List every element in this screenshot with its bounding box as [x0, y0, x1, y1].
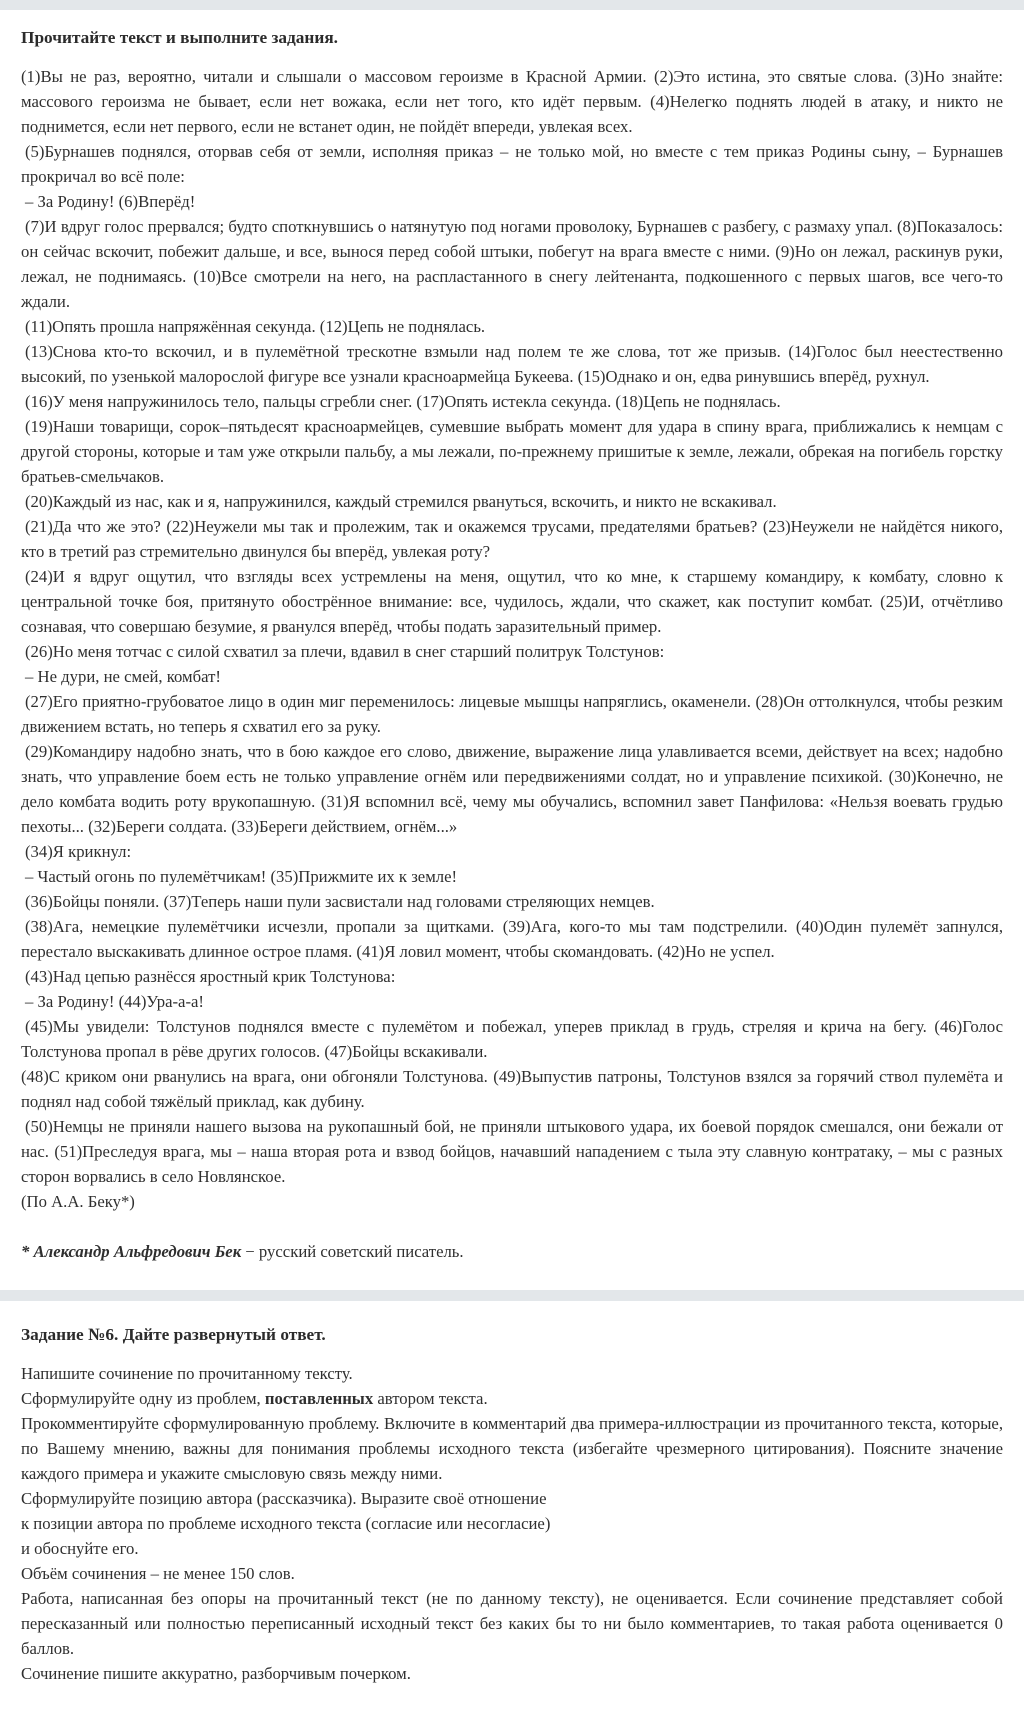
footnote [21, 1239, 1003, 1264]
paragraph: (13)Снова кто-то вскочил, и в пулемётной трескотне взмыли над полем те же слова, тот же призыв. (14)Голос был неестественно высокий, по узенькой малорослой фигуре все узнали красноармейца Букеева. (15)Однако и он, едва ринувшись вперёд, рухнул. [21, 342, 1003, 386]
task-heading: Задание №6. Дайте развернутый ответ. [21, 1325, 326, 1344]
paragraph: (45)Мы увидели: Толстунов поднялся вместе с пулемётом и побежал, уперев приклад в грудь, стреляя и крича на бегу. (46)Голос Толстунова пропал в рёве других голосов. (47)Бойцы вскакивали. [21, 1017, 1003, 1061]
task-line: Прокомментируйте сформулированную проблему. Включите в комментарий два примера-иллюстрации из прочитанного текста, которые, по Вашему мнению, важны для понимания проблемы исходного текста (избегайте чрезмерного цитирования). Поясните значение каждого примера и укажите смысловую связь между ними. [21, 1414, 1003, 1483]
paragraph: (43)Над цепью разнёсся яростный крик Толстунова: [25, 967, 396, 986]
paragraph: – Не дури, не смей, комбат! [25, 667, 221, 686]
reading-text [21, 64, 1003, 1214]
paragraph: (1)Вы не раз, вероятно, читали и слышали о массовом героизме в Красной Армии. (2)Это истина, это святые слова. (3)Но знайте: массового героизма не бывает, если нет вожака, если нет того, кто идёт первым. (4)Нелегко поднять людей в атаку, и никто не поднимется, если нет первого, если не встанет один, не пойдёт впереди, увлекая всех. [21, 67, 1003, 136]
paragraph: (11)Опять прошла напряжённая секунда. (12)Цепь не поднялась. [25, 317, 486, 336]
paragraph: (38)Ага, немецкие пулемётчики исчезли, пропали за щитками. (39)Ага, кого-то мы там подстрелили. (40)Один пулемёт запнулся, перестало выскакивать длинное острое пламя. (41)Я ловил момент, чтобы скомандовать. (42)Но не успел. [21, 917, 1003, 961]
paragraph: (34)Я крикнул: [25, 842, 132, 861]
task-line: и обоснуйте его. [21, 1539, 139, 1558]
reading-section [0, 10, 1024, 1264]
reading-heading: Прочитайте текст и выполните задания. [21, 28, 339, 47]
footnote-text: − русский советский писатель. [241, 1242, 464, 1261]
paragraph: (48)С криком они рванулись на врага, они обгоняли Толстунова. (49)Выпустив патроны, Толстунов взялся за горячий ствол пулемёта и поднял над собой тяжёлый приклад, как дубину. [21, 1067, 1003, 1111]
task-line: к позиции автора по проблеме исходного текста (согласие или несогласие) [21, 1514, 551, 1533]
paragraph: (26)Но меня тотчас с силой схватил за плечи, вдавил в снег старший политрук Толстунов: [25, 642, 665, 661]
task-line: Сочинение пишите аккуратно, разборчивым почерком. [21, 1664, 411, 1683]
task-line-part: автором текста. [373, 1389, 488, 1408]
paragraph: (19)Наши товарищи, сорок–пятьдесят красноармейцев, сумевшие выбрать момент для удара в спину врага, приближались к немцам с другой стороны, которые и там уже открыли пальбу, а мы лежали, по-прежнему пришитые к земле, лежали, обрекая на погибель горстку братьев-смельчаков. [21, 417, 1003, 486]
paragraph: (16)У меня напружинилось тело, пальцы сгребли снег. (17)Опять истекла секунда. (18)Цепь не поднялась. [25, 392, 781, 411]
paragraph: (29)Командиру надобно знать, что в бою каждое его слово, движение, выражение лица улавливается всеми, действует на всех; надобно знать, что управление боем есть не только управление огнём или передвижениями солдат, но и управление психикой. (30)Конечно, не дело комбата водить роту врукопашную. (31)Я вспомнил всё, чему мы обучались, вспомнил завет Панфилова: «Нельзя воевать грудью пехоты... (32)Береги солдата. (33)Береги действием, огнём...» [21, 742, 1003, 836]
paragraph: (50)Немцы не приняли нашего вызова на рукопашный бой, не приняли штыкового удара, их боевой порядок смешался, они бежали от нас. (51)Преследуя врага, мы – наша вторая рота и взвод бойцов, начавший нападением с тыла эту славную контратаку, – мы с разных сторон ворвались в село Новлянское. [21, 1117, 1003, 1186]
task-line-part: Сформулируйте одну из проблем, [21, 1389, 265, 1408]
task-text [21, 1361, 1003, 1686]
task-line: Напишите сочинение по прочитанному тексту. [21, 1364, 353, 1383]
paragraph: (21)Да что же это? (22)Неужели мы так и пролежим, так и окажемся трусами, предателями братьев? (23)Неужели не найдётся никого, кто в третий раз стремительно двинулся бы вперёд, увлекая роту? [21, 517, 1003, 561]
section-divider [0, 1290, 1024, 1301]
paragraph: – За Родину! (6)Вперёд! [25, 192, 196, 211]
task-line [21, 1386, 1003, 1411]
paragraph: – Частый огонь по пулемётчикам! (35)Прижмите их к земле! [25, 867, 458, 886]
task-section [0, 1301, 1024, 1686]
task-line: Объём сочинения – не менее 150 слов. [21, 1564, 295, 1583]
paragraph: (27)Его приятно-грубоватое лицо в один миг переменилось: лицевые мышцы напряглись, окаменели. (28)Он оттолкнулся, чтобы резким движением встать, но теперь я схватил его за руку. [21, 692, 1003, 736]
paragraph: (36)Бойцы поняли. (37)Теперь наши пули засвистали над головами стреляющих немцев. [25, 892, 655, 911]
footnote-author: * Александр Альфредович Бек [21, 1242, 242, 1261]
task-line: Работа, написанная без опоры на прочитанный текст (не по данному тексту), не оценивается. Если сочинение представляет собой пересказанный или полностью переписанный исходный текст без каких бы то ни было комментариев, то такая работа оценивается 0 баллов. [21, 1589, 1003, 1658]
paragraph: (24)И я вдруг ощутил, что взгляды всех устремлены на меня, ощутил, что ко мне, к старшему командиру, к комбату, словно к центральной точке боя, притянуто обострённое внимание: все, чудилось, ждали, что скажет, как поступит комбат. (25)И, отчётливо сознавая, что совершаю безумие, я рванулся вперёд, чтобы подать заразительный пример. [21, 567, 1003, 636]
paragraph: – За Родину! (44)Ура-а-а! [25, 992, 204, 1011]
source-attribution: (По А.А. Беку*) [21, 1192, 135, 1211]
paragraph: (20)Каждый из нас, как и я, напружинился, каждый стремился рвануться, вскочить, и никто не вскакивал. [25, 492, 777, 511]
task-line: Сформулируйте позицию автора (рассказчика). Выразите своё отношение [21, 1489, 547, 1508]
paragraph: (7)И вдруг голос прервался; будто споткнувшись о натянутую под ногами проволоку, Бурнашев с разбегу, с размаху упал. (8)Показалось: он сейчас вскочит, побежит дальше, и все, вынося перед собой штыки, побегут на врага вместе с ними. (9)Но он лежал, раскинув руки, лежал, не поднимаясь. (10)Все смотрели на него, на распластанного в снегу лейтенанта, подкошенного с первых шагов, все чего-то ждали. [21, 217, 1003, 311]
top-divider [0, 0, 1024, 10]
paragraph: (5)Бурнашев поднялся, оторвав себя от земли, исполняя приказ – не только мой, но вместе с тем приказ Родины сыну, – Бурнашев прокричал во всё поле: [21, 142, 1003, 186]
task-line-emphasis: поставленных [264, 1389, 374, 1408]
